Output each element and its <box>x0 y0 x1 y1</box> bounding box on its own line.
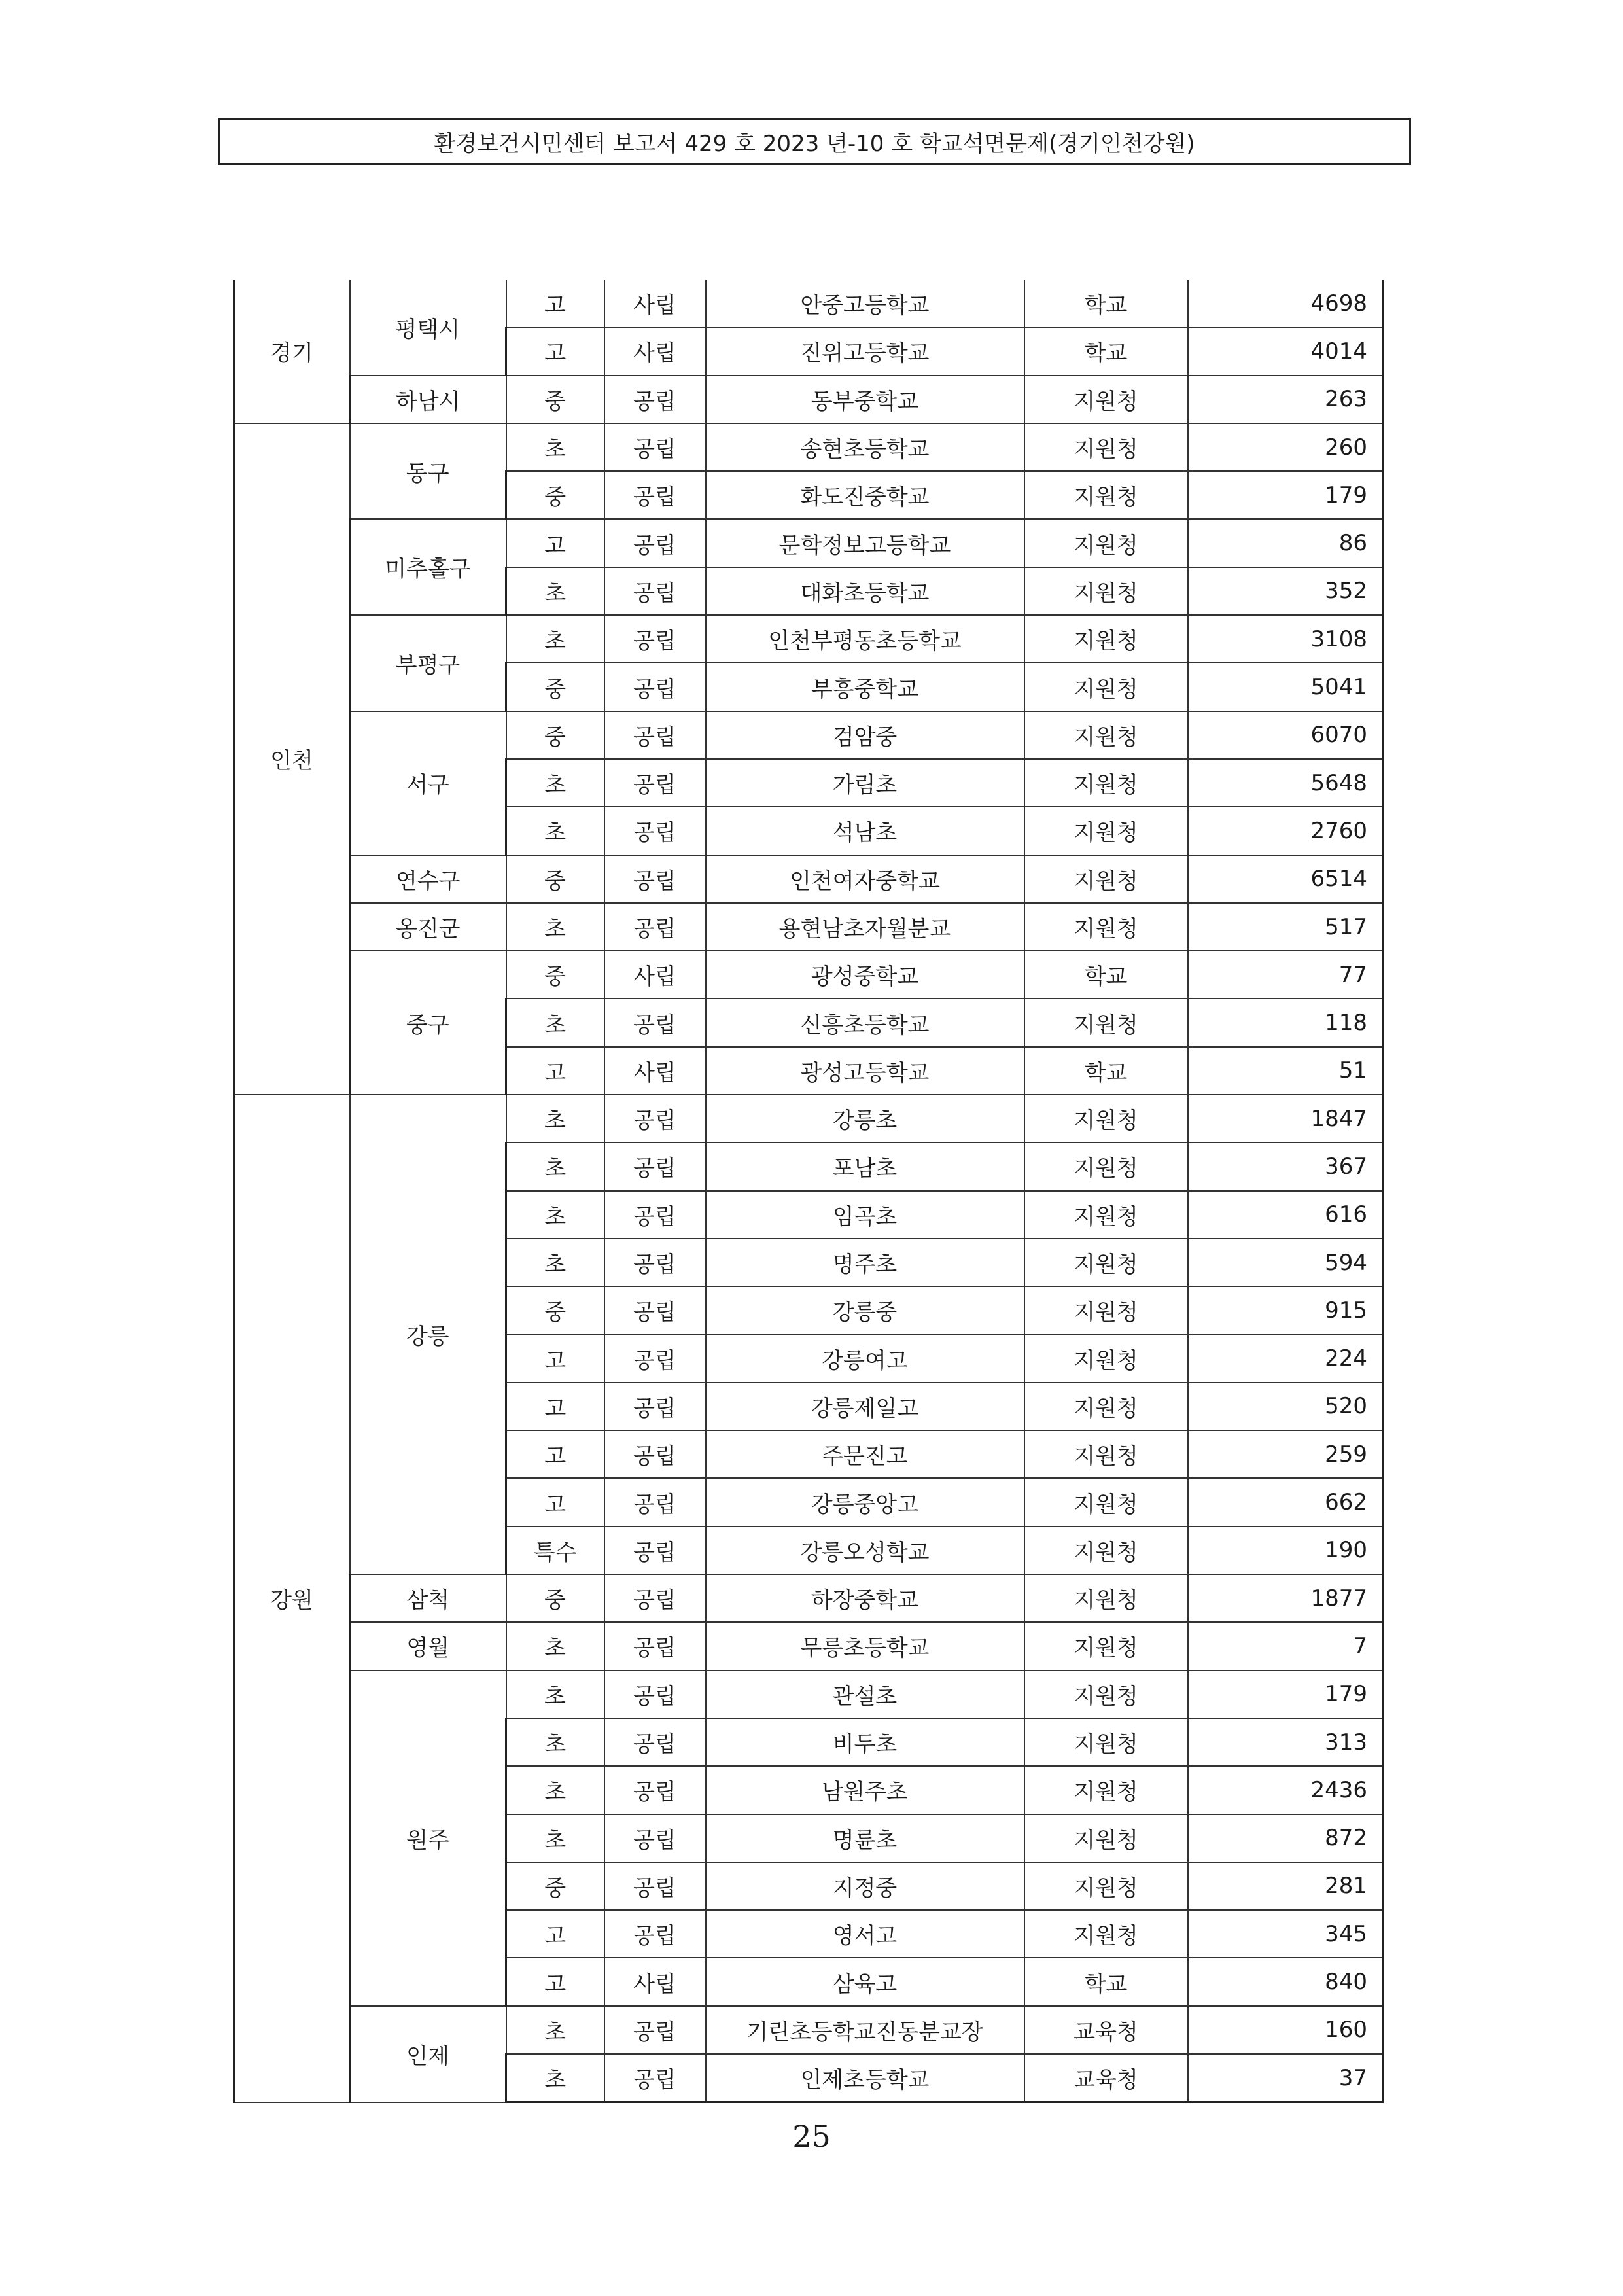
level-cell: 고 <box>506 1430 604 1478</box>
school-name-cell: 검암중 <box>706 711 1024 759</box>
level-cell: 중 <box>506 663 604 711</box>
level-cell: 초 <box>506 2054 604 2102</box>
level-cell: 초 <box>506 1766 604 1814</box>
school-name-cell: 광성중학교 <box>706 951 1024 998</box>
authority-cell: 지원청 <box>1024 1814 1188 1862</box>
school-name-cell: 석남초 <box>706 807 1024 855</box>
authority-cell: 지원청 <box>1024 1142 1188 1190</box>
district-cell: 인제 <box>350 2006 506 2102</box>
table-row <box>234 1095 1383 1142</box>
level-cell: 특수 <box>506 1527 604 1574</box>
value-cell: 616 <box>1188 1191 1383 1239</box>
level-cell: 고 <box>506 1910 604 1958</box>
level-cell: 초 <box>506 615 604 663</box>
school-name-cell: 명륜초 <box>706 1814 1024 1862</box>
district-cell: 미추홀구 <box>350 519 506 615</box>
school-name-cell: 지정중 <box>706 1862 1024 1910</box>
region-cell: 강원 <box>234 1095 350 2102</box>
school-name-cell: 관설초 <box>706 1670 1024 1718</box>
authority-cell: 지원청 <box>1024 998 1188 1046</box>
school-name-cell: 화도진중학교 <box>706 471 1024 519</box>
authority-cell: 학교 <box>1024 327 1188 375</box>
school-name-cell: 강릉초 <box>706 1095 1024 1142</box>
school-name-cell: 인천부평동초등학교 <box>706 615 1024 663</box>
authority-cell: 지원청 <box>1024 567 1188 615</box>
authority-cell: 지원청 <box>1024 1095 1188 1142</box>
school-name-cell: 인제초등학교 <box>706 2054 1024 2102</box>
district-cell: 삼척 <box>350 1574 506 1622</box>
district-cell: 옹진군 <box>350 903 506 951</box>
level-cell: 중 <box>506 855 604 903</box>
authority-cell: 지원청 <box>1024 1335 1188 1383</box>
level-cell: 중 <box>506 376 604 423</box>
level-cell: 고 <box>506 1335 604 1383</box>
value-cell: 313 <box>1188 1718 1383 1766</box>
school-name-cell: 포남초 <box>706 1142 1024 1190</box>
type-cell: 공립 <box>604 1622 706 1670</box>
value-cell: 190 <box>1188 1527 1383 1574</box>
school-name-cell: 주문진고 <box>706 1430 1024 1478</box>
school-name-cell: 강릉중 <box>706 1286 1024 1334</box>
value-cell: 77 <box>1188 951 1383 998</box>
district-cell: 평택시 <box>350 280 506 376</box>
value-cell: 224 <box>1188 1335 1383 1383</box>
level-cell: 고 <box>506 519 604 567</box>
table-row <box>234 1622 1383 1670</box>
level-cell: 초 <box>506 1814 604 1862</box>
district-cell: 강릉 <box>350 1095 506 1574</box>
authority-cell: 지원청 <box>1024 1527 1188 1574</box>
district-cell: 중구 <box>350 951 506 1095</box>
district-cell: 원주 <box>350 1670 506 2006</box>
value-cell: 160 <box>1188 2006 1383 2054</box>
authority-cell: 지원청 <box>1024 1574 1188 1622</box>
type-cell: 공립 <box>604 855 706 903</box>
authority-cell: 지원청 <box>1024 1191 1188 1239</box>
type-cell: 공립 <box>604 1191 706 1239</box>
type-cell: 공립 <box>604 1383 706 1430</box>
value-cell: 517 <box>1188 903 1383 951</box>
level-cell: 초 <box>506 2006 604 2054</box>
school-name-cell: 광성고등학교 <box>706 1047 1024 1095</box>
school-name-cell: 문학정보고등학교 <box>706 519 1024 567</box>
region-cell: 인천 <box>234 423 350 1095</box>
type-cell: 공립 <box>604 903 706 951</box>
level-cell: 중 <box>506 951 604 998</box>
value-cell: 915 <box>1188 1286 1383 1334</box>
value-cell: 7 <box>1188 1622 1383 1670</box>
value-cell: 352 <box>1188 567 1383 615</box>
type-cell: 사립 <box>604 327 706 375</box>
type-cell: 사립 <box>604 1047 706 1095</box>
authority-cell: 지원청 <box>1024 1286 1188 1334</box>
table-row <box>234 1670 1383 1718</box>
school-name-cell: 진위고등학교 <box>706 327 1024 375</box>
school-name-cell: 임곡초 <box>706 1191 1024 1239</box>
level-cell: 초 <box>506 903 604 951</box>
value-cell: 594 <box>1188 1239 1383 1286</box>
type-cell: 사립 <box>604 280 706 327</box>
authority-cell: 지원청 <box>1024 711 1188 759</box>
value-cell: 4014 <box>1188 327 1383 375</box>
type-cell: 공립 <box>604 998 706 1046</box>
table-row <box>234 951 1383 998</box>
type-cell: 공립 <box>604 1574 706 1622</box>
school-name-cell: 대화초등학교 <box>706 567 1024 615</box>
district-cell: 서구 <box>350 711 506 855</box>
type-cell: 공립 <box>604 759 706 807</box>
level-cell: 초 <box>506 998 604 1046</box>
authority-cell: 교육청 <box>1024 2006 1188 2054</box>
value-cell: 179 <box>1188 1670 1383 1718</box>
authority-cell: 지원청 <box>1024 1670 1188 1718</box>
value-cell: 872 <box>1188 1814 1383 1862</box>
table-row <box>234 711 1383 759</box>
value-cell: 86 <box>1188 519 1383 567</box>
level-cell: 초 <box>506 423 604 471</box>
school-name-cell: 기린초등학교진동분교장 <box>706 2006 1024 2054</box>
school-name-cell: 남원주초 <box>706 1766 1024 1814</box>
type-cell: 사립 <box>604 951 706 998</box>
level-cell: 초 <box>506 1095 604 1142</box>
table-row <box>234 855 1383 903</box>
level-cell: 초 <box>506 1622 604 1670</box>
school-name-cell: 강릉중앙고 <box>706 1478 1024 1526</box>
level-cell: 중 <box>506 1862 604 1910</box>
value-cell: 4698 <box>1188 280 1383 327</box>
level-cell: 고 <box>506 1478 604 1526</box>
report-header <box>218 118 1411 165</box>
level-cell: 초 <box>506 1239 604 1286</box>
type-cell: 공립 <box>604 2054 706 2102</box>
school-name-cell: 영서고 <box>706 1910 1024 1958</box>
school-name-cell: 강릉여고 <box>706 1335 1024 1383</box>
level-cell: 초 <box>506 759 604 807</box>
level-cell: 초 <box>506 807 604 855</box>
level-cell: 고 <box>506 1383 604 1430</box>
table-row <box>234 1574 1383 1622</box>
value-cell: 6514 <box>1188 855 1383 903</box>
value-cell: 179 <box>1188 471 1383 519</box>
value-cell: 5648 <box>1188 759 1383 807</box>
value-cell: 1847 <box>1188 1095 1383 1142</box>
level-cell: 초 <box>506 1191 604 1239</box>
type-cell: 공립 <box>604 519 706 567</box>
level-cell: 중 <box>506 1286 604 1334</box>
authority-cell: 지원청 <box>1024 1862 1188 1910</box>
school-name-cell: 부흥중학교 <box>706 663 1024 711</box>
type-cell: 공립 <box>604 1766 706 1814</box>
authority-cell: 지원청 <box>1024 423 1188 471</box>
school-name-cell: 송현초등학교 <box>706 423 1024 471</box>
type-cell: 공립 <box>604 1718 706 1766</box>
level-cell: 중 <box>506 711 604 759</box>
school-name-cell: 신흥초등학교 <box>706 998 1024 1046</box>
value-cell: 6070 <box>1188 711 1383 759</box>
value-cell: 367 <box>1188 1142 1383 1190</box>
table-row <box>234 615 1383 663</box>
school-name-cell: 삼육고 <box>706 1958 1024 2005</box>
level-cell: 중 <box>506 471 604 519</box>
value-cell: 118 <box>1188 998 1383 1046</box>
level-cell: 고 <box>506 327 604 375</box>
authority-cell: 지원청 <box>1024 1718 1188 1766</box>
table-row <box>234 376 1383 423</box>
value-cell: 51 <box>1188 1047 1383 1095</box>
authority-cell: 지원청 <box>1024 807 1188 855</box>
school-name-cell: 동부중학교 <box>706 376 1024 423</box>
authority-cell: 학교 <box>1024 1958 1188 2005</box>
school-name-cell: 안중고등학교 <box>706 280 1024 327</box>
authority-cell: 지원청 <box>1024 903 1188 951</box>
type-cell: 공립 <box>604 1286 706 1334</box>
table-row <box>234 519 1383 567</box>
report-title: 환경보건시민센터 보고서 429 호 2023 년-10 호 학교석면문제(경기인천강원) <box>434 130 1195 157</box>
authority-cell: 지원청 <box>1024 615 1188 663</box>
school-name-cell: 인천여자중학교 <box>706 855 1024 903</box>
type-cell: 공립 <box>604 2006 706 2054</box>
type-cell: 공립 <box>604 711 706 759</box>
type-cell: 공립 <box>604 1670 706 1718</box>
school-name-cell: 강릉제일고 <box>706 1383 1024 1430</box>
value-cell: 840 <box>1188 1958 1383 2005</box>
value-cell: 263 <box>1188 376 1383 423</box>
type-cell: 공립 <box>604 471 706 519</box>
table-row <box>234 2006 1383 2054</box>
authority-cell: 학교 <box>1024 951 1188 998</box>
level-cell: 초 <box>506 1142 604 1190</box>
authority-cell: 지원청 <box>1024 1430 1188 1478</box>
type-cell: 공립 <box>604 1910 706 1958</box>
authority-cell: 교육청 <box>1024 2054 1188 2102</box>
type-cell: 공립 <box>604 1335 706 1383</box>
authority-cell: 지원청 <box>1024 759 1188 807</box>
level-cell: 초 <box>506 567 604 615</box>
table-row <box>234 903 1383 951</box>
value-cell: 260 <box>1188 423 1383 471</box>
level-cell: 고 <box>506 1047 604 1095</box>
authority-cell: 학교 <box>1024 1047 1188 1095</box>
authority-cell: 학교 <box>1024 280 1188 327</box>
authority-cell: 지원청 <box>1024 1478 1188 1526</box>
value-cell: 5041 <box>1188 663 1383 711</box>
type-cell: 공립 <box>604 567 706 615</box>
authority-cell: 지원청 <box>1024 1383 1188 1430</box>
authority-cell: 지원청 <box>1024 519 1188 567</box>
value-cell: 259 <box>1188 1430 1383 1478</box>
authority-cell: 지원청 <box>1024 855 1188 903</box>
district-cell: 연수구 <box>350 855 506 903</box>
type-cell: 공립 <box>604 1239 706 1286</box>
authority-cell: 지원청 <box>1024 471 1188 519</box>
type-cell: 사립 <box>604 1958 706 2005</box>
type-cell: 공립 <box>604 1478 706 1526</box>
authority-cell: 지원청 <box>1024 663 1188 711</box>
school-name-cell: 용현남초자월분교 <box>706 903 1024 951</box>
page-number: 25 <box>792 2119 831 2154</box>
school-name-cell: 비두초 <box>706 1718 1024 1766</box>
level-cell: 고 <box>506 280 604 327</box>
authority-cell: 지원청 <box>1024 1910 1188 1958</box>
level-cell: 중 <box>506 1574 604 1622</box>
table-row <box>234 423 1383 471</box>
level-cell: 초 <box>506 1670 604 1718</box>
school-name-cell: 명주초 <box>706 1239 1024 1286</box>
district-cell: 부평구 <box>350 615 506 711</box>
school-name-cell: 강릉오성학교 <box>706 1527 1024 1574</box>
school-name-cell: 하장중학교 <box>706 1574 1024 1622</box>
authority-cell: 지원청 <box>1024 1239 1188 1286</box>
value-cell: 662 <box>1188 1478 1383 1526</box>
school-name-cell: 무릉초등학교 <box>706 1622 1024 1670</box>
value-cell: 3108 <box>1188 615 1383 663</box>
value-cell: 2436 <box>1188 1766 1383 1814</box>
school-asbestos-table <box>233 280 1384 2103</box>
district-cell: 동구 <box>350 423 506 520</box>
type-cell: 공립 <box>604 376 706 423</box>
type-cell: 공립 <box>604 1862 706 1910</box>
school-name-cell: 가림초 <box>706 759 1024 807</box>
authority-cell: 지원청 <box>1024 1766 1188 1814</box>
value-cell: 345 <box>1188 1910 1383 1958</box>
authority-cell: 지원청 <box>1024 1622 1188 1670</box>
value-cell: 2760 <box>1188 807 1383 855</box>
district-cell: 영월 <box>350 1622 506 1670</box>
level-cell: 고 <box>506 1958 604 2005</box>
value-cell: 520 <box>1188 1383 1383 1430</box>
type-cell: 공립 <box>604 1814 706 1862</box>
type-cell: 공립 <box>604 1142 706 1190</box>
value-cell: 37 <box>1188 2054 1383 2102</box>
region-cell: 경기 <box>234 280 350 423</box>
value-cell: 281 <box>1188 1862 1383 1910</box>
type-cell: 공립 <box>604 1430 706 1478</box>
value-cell: 1877 <box>1188 1574 1383 1622</box>
type-cell: 공립 <box>604 1095 706 1142</box>
level-cell: 초 <box>506 1718 604 1766</box>
table-row <box>234 280 1383 327</box>
type-cell: 공립 <box>604 423 706 471</box>
authority-cell: 지원청 <box>1024 376 1188 423</box>
type-cell: 공립 <box>604 1527 706 1574</box>
type-cell: 공립 <box>604 663 706 711</box>
type-cell: 공립 <box>604 615 706 663</box>
district-cell: 하남시 <box>350 376 506 423</box>
type-cell: 공립 <box>604 807 706 855</box>
